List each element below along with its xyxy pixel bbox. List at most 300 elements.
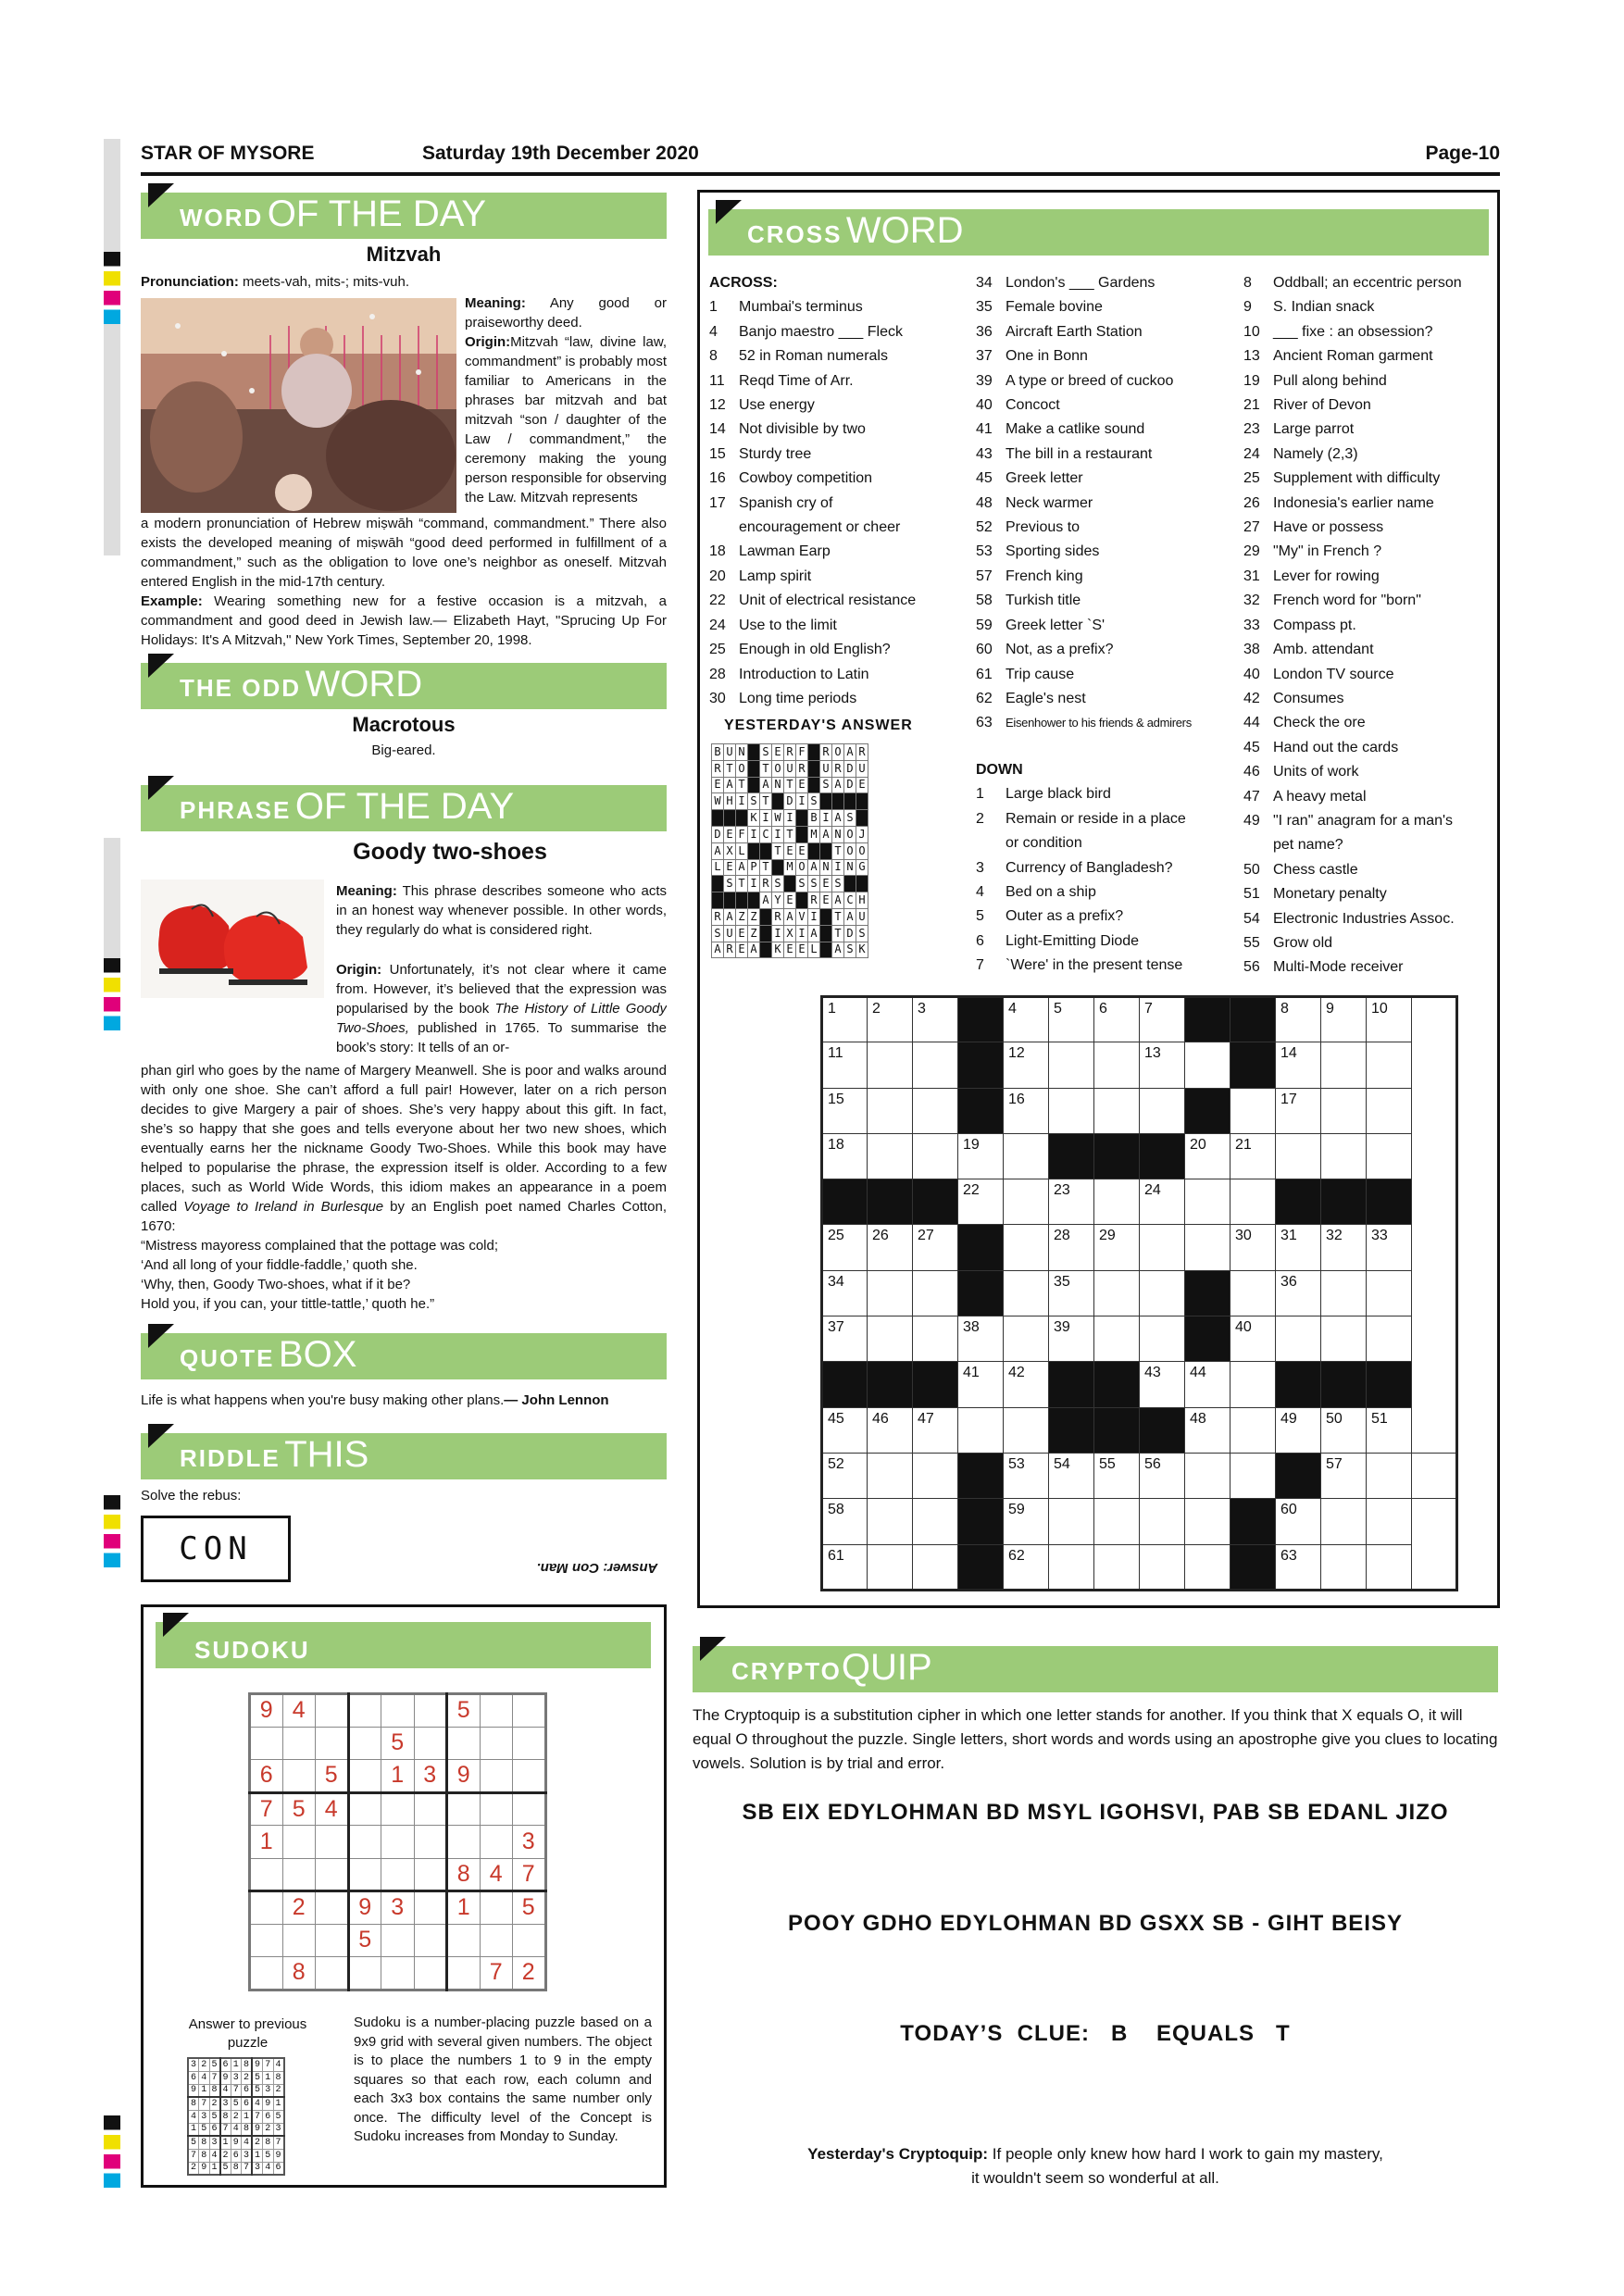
crossword-cell: 16 bbox=[1004, 1088, 1049, 1133]
answer-cell: S bbox=[748, 793, 760, 810]
crossword-cell bbox=[1094, 1316, 1140, 1362]
sudoku-cell[interactable]: 5 bbox=[348, 1924, 381, 1957]
answer-cell: P bbox=[748, 859, 760, 876]
sudoku-cell[interactable] bbox=[480, 1792, 513, 1826]
sudoku-cell[interactable]: 7 bbox=[250, 1792, 283, 1826]
black-square bbox=[1049, 1133, 1094, 1179]
answer-cell bbox=[844, 876, 856, 892]
black-square bbox=[1049, 1407, 1094, 1453]
answer-cell: A bbox=[736, 859, 748, 876]
answer-cell bbox=[760, 925, 772, 942]
answer-cell bbox=[760, 842, 772, 859]
band-title-small: WORD bbox=[180, 204, 264, 231]
sudoku-cell[interactable] bbox=[282, 1727, 316, 1760]
sudoku-cell[interactable] bbox=[480, 1727, 513, 1760]
crossword-cell: 57 bbox=[1321, 1453, 1367, 1498]
answer-cell: I bbox=[772, 826, 784, 842]
sudoku-cell[interactable] bbox=[250, 1858, 283, 1891]
crossword-cell bbox=[1321, 1316, 1367, 1362]
answer-cell: I bbox=[748, 826, 760, 842]
previous-answer-cell: 3 bbox=[188, 2058, 199, 2071]
previous-answer-cell: 4 bbox=[242, 2136, 253, 2149]
answer-cell bbox=[808, 842, 820, 859]
crossword-cell bbox=[1321, 1133, 1367, 1179]
clue-item: 23 Large parrot bbox=[1243, 421, 1355, 438]
previous-answer-cell: 2 bbox=[242, 2071, 253, 2084]
clue-item: 33 Compass pt. bbox=[1243, 617, 1356, 633]
answer-cell: I bbox=[748, 876, 760, 892]
sudoku-cell[interactable] bbox=[447, 1924, 481, 1957]
previous-answer-cell: 6 bbox=[231, 2149, 242, 2162]
sudoku-cell[interactable]: 4 bbox=[480, 1858, 513, 1891]
sudoku-cell[interactable] bbox=[250, 1957, 283, 1990]
crossword-cell bbox=[1367, 1453, 1412, 1498]
phrase-origin-cont: phan girl who goes by the name of Margery Meanwell. She is poor and walks around with only one shoe. She can’t afford a full pair! However, later on a rich person decides to give Margery a pair of shoes. She’s very happy about this gift. In fact, she’s so happy that she goes and tells everyone about her two new shoes, which eventually earns her the nickname Goody Two-Shoes. While this book may have helped to popularise the phrase, the expression itself is older. According to a few places, such as World Wide Words, this idiom makes an appearance in a poem called Voyage to Ireland in Burlesque by an English poet named Charles Cotton, 1670: bbox=[141, 1063, 667, 1234]
sudoku-cell[interactable] bbox=[348, 1760, 381, 1793]
word-of-day-origin-cont bbox=[141, 514, 667, 592]
sudoku-cell[interactable] bbox=[414, 1957, 447, 1990]
black-square bbox=[1230, 1042, 1276, 1088]
answer-cell: I bbox=[772, 925, 784, 942]
sudoku-cell[interactable]: 2 bbox=[282, 1891, 316, 1925]
clue-item: 43 The bill in a restaurant bbox=[976, 445, 1153, 462]
sudoku-cell[interactable] bbox=[381, 1858, 415, 1891]
sudoku-cell[interactable] bbox=[316, 1858, 349, 1891]
clue-item: 56 Multi-Mode receiver bbox=[1243, 959, 1404, 976]
sudoku-cell[interactable] bbox=[414, 1792, 447, 1826]
down-clues-col2 bbox=[976, 758, 1186, 979]
black-square bbox=[1185, 1270, 1230, 1316]
sudoku-description: Sudoku is a number-placing puzzle based on a 9x9 grid with several given numbers. The object is to place the numbers 1 to 9 in the empty squares so that each row, each column and each 3x3 box contains the same number only once. The difficulty level of the Concept is Sudoku increases from Monday to Sunday. bbox=[354, 2015, 652, 2144]
answer-cell: I bbox=[736, 793, 748, 810]
sudoku-band: SUDOKU bbox=[156, 1622, 651, 1668]
crossword-cell: 38 bbox=[958, 1316, 1004, 1362]
clue-item: 38 Amb. attendant bbox=[1243, 642, 1374, 658]
sudoku-cell[interactable] bbox=[282, 1826, 316, 1859]
crossword-cell: 58 bbox=[822, 1499, 868, 1544]
answer-cell: D bbox=[784, 793, 796, 810]
bat-mitzvah-photo bbox=[141, 298, 456, 513]
answer-cell bbox=[820, 942, 832, 958]
previous-answer-cell: 8 bbox=[263, 2136, 274, 2149]
crossword-cell bbox=[1367, 1544, 1412, 1590]
previous-answer-cell: 5 bbox=[263, 2149, 274, 2162]
clue-item: 30 Long time periods bbox=[709, 690, 857, 706]
answer-cell bbox=[772, 859, 784, 876]
answer-cell: C bbox=[844, 892, 856, 909]
black-square bbox=[1321, 1179, 1367, 1225]
sudoku-cell[interactable] bbox=[480, 1826, 513, 1859]
sudoku-cell[interactable] bbox=[250, 1891, 283, 1925]
crossword-cell bbox=[1185, 1453, 1230, 1498]
crossword-cell: 61 bbox=[822, 1544, 868, 1590]
crossword-cell: 22 bbox=[958, 1179, 1004, 1225]
sudoku-cell[interactable]: 5 bbox=[513, 1891, 546, 1925]
previous-answer-cell: 6 bbox=[263, 2110, 274, 2123]
riddle-answer: Answer: Con Man. bbox=[536, 1560, 658, 1576]
crossword-cell bbox=[1140, 1225, 1185, 1270]
crossword-cell bbox=[1140, 1088, 1185, 1133]
sudoku-cell[interactable]: 3 bbox=[414, 1760, 447, 1793]
previous-answer-cell: 9 bbox=[199, 2162, 210, 2175]
crossword-cell bbox=[1321, 1499, 1367, 1544]
registration-marks-bottom bbox=[104, 2115, 120, 2188]
answer-cell bbox=[748, 760, 760, 777]
clue-item: 4 Bed on a ship bbox=[976, 884, 1096, 901]
previous-answer-cell: 6 bbox=[188, 2071, 199, 2084]
sudoku-cell[interactable] bbox=[250, 1727, 283, 1760]
answer-cell: I bbox=[796, 925, 808, 942]
sudoku-cell[interactable] bbox=[480, 1924, 513, 1957]
sudoku-cell[interactable] bbox=[282, 1924, 316, 1957]
crossword-cell: 8 bbox=[1276, 997, 1321, 1042]
sudoku-cell[interactable] bbox=[381, 1924, 415, 1957]
crossword-cell bbox=[958, 1407, 1004, 1453]
answer-cell: T bbox=[832, 842, 844, 859]
sudoku-cell[interactable]: 1 bbox=[447, 1891, 481, 1925]
answer-cell: E bbox=[784, 842, 796, 859]
black-square bbox=[958, 1453, 1004, 1498]
previous-answer-cell: 7 bbox=[209, 2071, 220, 2084]
crossword-cell bbox=[1140, 1316, 1185, 1362]
sudoku-cell[interactable]: 4 bbox=[282, 1694, 316, 1728]
answer-cell bbox=[724, 810, 736, 827]
red-shoes-photo bbox=[141, 880, 324, 998]
answer-cell: E bbox=[712, 777, 724, 793]
black-square bbox=[913, 1362, 958, 1407]
crossword-cell bbox=[913, 1499, 958, 1544]
clue-item: 47 A heavy metal bbox=[1243, 788, 1367, 805]
word-of-day-example: Example: Wearing something new for a festive occasion is a mitzvah, a commandment and good deed in Jewish law.— Elizabeth Hayt, "Sprucing Up For Holidays: It's A Mitzvah," New York Times, September 20, 1998. bbox=[141, 593, 667, 648]
sudoku-cell[interactable] bbox=[447, 1957, 481, 1990]
crossword-cell bbox=[1049, 1042, 1094, 1088]
black-square bbox=[1094, 1133, 1140, 1179]
sudoku-cell[interactable] bbox=[348, 1957, 381, 1990]
previous-answer-cell: 2 bbox=[199, 2058, 210, 2071]
sudoku-cell[interactable]: 7 bbox=[513, 1858, 546, 1891]
answer-cell: U bbox=[856, 760, 868, 777]
crossword-cell: 53 bbox=[1004, 1453, 1049, 1498]
answer-cell: T bbox=[736, 876, 748, 892]
answer-cell: O bbox=[844, 826, 856, 842]
clue-item: 40 London TV source bbox=[1243, 666, 1394, 682]
clue-item: 46 Units of work bbox=[1243, 764, 1359, 780]
clue-item: 32 French word for "born" bbox=[1243, 593, 1421, 609]
previous-answer-cell: 6 bbox=[242, 2097, 253, 2110]
phrase-origin: Origin: Unfortunately, it’s not clear where it came from. However, it’s believed that the expression was popularised by the book The History of Little Goody Two-Shoes, published in 1765. To summarise the book’s story: It tells of an or- bbox=[336, 962, 667, 1055]
black-square bbox=[822, 1362, 868, 1407]
crossword-cell bbox=[1185, 1499, 1230, 1544]
clue-item: 8 Oddball; an eccentric person bbox=[1243, 275, 1462, 291]
sudoku-cell[interactable] bbox=[447, 1826, 481, 1859]
sudoku-cell[interactable] bbox=[381, 1694, 415, 1728]
black-square bbox=[1094, 1362, 1140, 1407]
previous-answer-cell: 1 bbox=[252, 2149, 263, 2162]
clue-item: 57 French king bbox=[976, 568, 1083, 584]
sudoku-cell[interactable]: 3 bbox=[381, 1891, 415, 1925]
clue-item: 18 Lawman Earp bbox=[709, 543, 831, 560]
answer-cell: A bbox=[760, 892, 772, 909]
clue-item: 4 Banjo maestro ___ Fleck bbox=[709, 323, 903, 340]
answer-cell bbox=[736, 810, 748, 827]
crossword-cell bbox=[913, 1316, 958, 1362]
answer-cell: F bbox=[736, 826, 748, 842]
clue-item: 24 Use to the limit bbox=[709, 617, 837, 633]
sudoku-cell[interactable] bbox=[348, 1792, 381, 1826]
crossword-cell bbox=[1367, 1133, 1412, 1179]
answer-cell: A bbox=[844, 744, 856, 761]
black-square bbox=[1049, 1362, 1094, 1407]
clue-item: 11 Reqd Time of Arr. bbox=[709, 372, 854, 389]
clue-item: 51 Monetary penalty bbox=[1243, 886, 1387, 903]
odd-word-meaning: Big-eared. bbox=[371, 742, 436, 758]
crossword-cell bbox=[1367, 1316, 1412, 1362]
sudoku-cell[interactable] bbox=[447, 1727, 481, 1760]
previous-answer-cell: 9 bbox=[231, 2136, 242, 2149]
sudoku-cell[interactable] bbox=[513, 1792, 546, 1826]
previous-answer-cell: 2 bbox=[188, 2162, 199, 2175]
sudoku-cell[interactable]: 8 bbox=[447, 1858, 481, 1891]
previous-answer-cell: 8 bbox=[242, 2058, 253, 2071]
previous-answer-cell: 3 bbox=[231, 2071, 242, 2084]
crossword-cell: 62 bbox=[1004, 1544, 1049, 1590]
sudoku-cell[interactable]: 5 bbox=[381, 1727, 415, 1760]
sudoku-cell[interactable] bbox=[348, 1826, 381, 1859]
previous-answer-cell: 3 bbox=[252, 2162, 263, 2175]
black-square bbox=[1321, 1362, 1367, 1407]
crossword-cell bbox=[1276, 1133, 1321, 1179]
answer-cell: D bbox=[844, 925, 856, 942]
quote-band: QUOTE BOX bbox=[141, 1333, 667, 1379]
rebus-box bbox=[141, 1516, 291, 1582]
answer-cell: E bbox=[736, 925, 748, 942]
sudoku-cell[interactable]: 6 bbox=[250, 1760, 283, 1793]
previous-answer-cell: 8 bbox=[220, 2110, 231, 2123]
crossword-cell: 50 bbox=[1321, 1407, 1367, 1453]
sudoku-cell[interactable] bbox=[316, 1727, 349, 1760]
previous-answer-cell: 9 bbox=[220, 2071, 231, 2084]
word-of-day-meaning: Meaning: Any good or praiseworthy deed. bbox=[465, 295, 667, 331]
sudoku-cell[interactable] bbox=[381, 1826, 415, 1859]
previous-answer-cell: 1 bbox=[188, 2123, 199, 2136]
sudoku-cell[interactable] bbox=[513, 1760, 546, 1793]
crossword-cell: 25 bbox=[822, 1225, 868, 1270]
answer-cell: T bbox=[832, 908, 844, 925]
sudoku-cell[interactable] bbox=[480, 1760, 513, 1793]
answer-cell bbox=[856, 793, 868, 810]
sudoku-cell[interactable] bbox=[480, 1891, 513, 1925]
sudoku-cell[interactable] bbox=[348, 1727, 381, 1760]
crossword-grid bbox=[820, 995, 1458, 1591]
answer-cell: L bbox=[808, 942, 820, 958]
answer-cell: J bbox=[856, 826, 868, 842]
crossword-cell: 49 bbox=[1276, 1407, 1321, 1453]
sudoku-cell[interactable] bbox=[414, 1924, 447, 1957]
sudoku-cell[interactable] bbox=[447, 1792, 481, 1826]
sudoku-cell[interactable]: 1 bbox=[250, 1826, 283, 1859]
sudoku-cell[interactable] bbox=[513, 1924, 546, 1957]
previous-answer-cell: 5 bbox=[188, 2136, 199, 2149]
answer-cell: T bbox=[784, 826, 796, 842]
crossword-cell: 5 bbox=[1049, 997, 1094, 1042]
sudoku-cell[interactable]: 5 bbox=[282, 1792, 316, 1826]
answer-cell: O bbox=[856, 842, 868, 859]
clue-item: 17 Spanish cry of bbox=[709, 494, 833, 511]
answer-cell: Z bbox=[748, 925, 760, 942]
sudoku-cell[interactable] bbox=[414, 1858, 447, 1891]
previous-answer-cell: 5 bbox=[220, 2162, 231, 2175]
black-square bbox=[958, 1270, 1004, 1316]
answer-cell: A bbox=[808, 925, 820, 942]
previous-answer-cell: 6 bbox=[220, 2058, 231, 2071]
clue-item: 25 Supplement with difficulty bbox=[1243, 470, 1441, 487]
crossword-cell bbox=[1004, 1270, 1049, 1316]
clue-item: 53 Sporting sides bbox=[976, 543, 1100, 560]
crossword-cell: 14 bbox=[1276, 1042, 1321, 1088]
sudoku-cell[interactable] bbox=[250, 1924, 283, 1957]
answer-cell: E bbox=[796, 842, 808, 859]
previous-answer-cell: 7 bbox=[263, 2058, 274, 2071]
previous-answer-cell: 8 bbox=[231, 2162, 242, 2175]
answer-cell: E bbox=[820, 876, 832, 892]
sudoku-cell[interactable] bbox=[316, 1924, 349, 1957]
registration-marks-top bbox=[104, 252, 120, 324]
answer-cell: H bbox=[856, 892, 868, 909]
sudoku-cell[interactable] bbox=[348, 1858, 381, 1891]
answer-cell: W bbox=[712, 793, 724, 810]
sudoku-cell[interactable]: 5 bbox=[447, 1694, 481, 1728]
sudoku-cell[interactable] bbox=[414, 1694, 447, 1728]
crossword-cell bbox=[1185, 1544, 1230, 1590]
crossword-cell: 37 bbox=[822, 1316, 868, 1362]
crossword-cell bbox=[1276, 1316, 1321, 1362]
sudoku-cell[interactable] bbox=[414, 1891, 447, 1925]
crossword-cell bbox=[913, 1544, 958, 1590]
answer-cell bbox=[808, 777, 820, 793]
previous-answer-cell: 4 bbox=[199, 2071, 210, 2084]
sudoku-cell[interactable]: 7 bbox=[480, 1957, 513, 1990]
sudoku-cell[interactable] bbox=[316, 1694, 349, 1728]
page-number: Page-10 bbox=[1425, 143, 1500, 164]
black-square bbox=[913, 1179, 958, 1225]
sudoku-cell[interactable] bbox=[414, 1826, 447, 1859]
previous-answer-cell: 7 bbox=[188, 2149, 199, 2162]
sudoku-cell[interactable] bbox=[381, 1792, 415, 1826]
crossword-cell: 11 bbox=[822, 1042, 868, 1088]
clue-item: 50 Chess castle bbox=[1243, 861, 1358, 878]
phrase-verse: “Mistress mayoress complained that the pottage was cold; ‘And all long of your fiddle-faddle,’ quoth she. ‘Why, then, Goody Two-shoes, what if it be? Hold you, if you can, your tittle-tattle,’ quoth he.” bbox=[141, 1238, 499, 1312]
clue-item: 9 S. Indian snack bbox=[1243, 299, 1375, 316]
answer-cell: O bbox=[844, 842, 856, 859]
clue-item: 13 Ancient Roman garment bbox=[1243, 348, 1433, 365]
crossword-cell: 27 bbox=[913, 1225, 958, 1270]
sudoku-cell[interactable] bbox=[513, 1727, 546, 1760]
clue-item: 14 Not divisible by two bbox=[709, 421, 866, 438]
clue-item: 45 Hand out the cards bbox=[1243, 739, 1399, 755]
black-square bbox=[958, 1042, 1004, 1088]
sudoku-cell[interactable]: 1 bbox=[381, 1760, 415, 1793]
answer-cell: Z bbox=[736, 908, 748, 925]
sudoku-cell[interactable]: 2 bbox=[513, 1957, 546, 1990]
sudoku-cell[interactable]: 8 bbox=[282, 1957, 316, 1990]
previous-answer-cell: 1 bbox=[263, 2071, 274, 2084]
answer-cell bbox=[820, 793, 832, 810]
clue-item: 39 A type or breed of cuckoo bbox=[976, 372, 1174, 389]
previous-answer-cell: 9 bbox=[188, 2084, 199, 2097]
origin-part-2: a modern pronunciation of Hebrew miṣwāh “command, commandment.” There also exists the developed meaning of miṣwāh “good deed performed in fulfillment of a commandment,” such as the obligation to love one’s neighbor as oneself. Mitzvah entered English in the mid-17th century. bbox=[141, 516, 667, 590]
sudoku-cell[interactable] bbox=[316, 1957, 349, 1990]
answer-cell: I bbox=[820, 810, 832, 827]
previous-answer-cell: 4 bbox=[188, 2110, 199, 2123]
answer-cell: E bbox=[796, 942, 808, 958]
crossword-cell bbox=[1321, 1544, 1367, 1590]
answer-cell: E bbox=[736, 942, 748, 958]
crossword-cell: 33 bbox=[1367, 1225, 1412, 1270]
answer-cell: T bbox=[760, 793, 772, 810]
clue-item: 6 Light-Emitting Diode bbox=[976, 932, 1140, 949]
crossword-cell bbox=[1049, 1499, 1094, 1544]
sudoku-cell[interactable] bbox=[316, 1826, 349, 1859]
crossword-cell bbox=[1321, 1088, 1367, 1133]
sudoku-cell[interactable] bbox=[316, 1891, 349, 1925]
previous-answer-cell: 3 bbox=[199, 2110, 210, 2123]
sudoku-cell[interactable] bbox=[348, 1694, 381, 1728]
answer-cell: N bbox=[736, 744, 748, 761]
crossword-cell bbox=[1049, 1544, 1094, 1590]
sudoku-cell[interactable]: 4 bbox=[316, 1792, 349, 1826]
sudoku-cell[interactable] bbox=[381, 1957, 415, 1990]
black-square bbox=[958, 997, 1004, 1042]
answer-cell: S bbox=[796, 876, 808, 892]
crossword-cell: 60 bbox=[1276, 1499, 1321, 1544]
black-square bbox=[958, 1499, 1004, 1544]
sudoku-cell[interactable]: 9 bbox=[447, 1760, 481, 1793]
sudoku-cell[interactable]: 3 bbox=[513, 1826, 546, 1859]
previous-answer-cell: 6 bbox=[273, 2162, 284, 2175]
sudoku-cell[interactable] bbox=[282, 1858, 316, 1891]
crossword-cell bbox=[1094, 1042, 1140, 1088]
odd-word-band: THE ODD WORD bbox=[141, 663, 667, 709]
crossword-cell bbox=[868, 1499, 913, 1544]
answer-cell: S bbox=[844, 942, 856, 958]
clue-item: 28 Introduction to Latin bbox=[709, 666, 869, 682]
previous-answer-cell: 3 bbox=[209, 2136, 220, 2149]
previous-answer-cell: 1 bbox=[242, 2110, 253, 2123]
sudoku-cell[interactable] bbox=[414, 1727, 447, 1760]
crossword-cell bbox=[1004, 1225, 1049, 1270]
rebus-text: CON bbox=[179, 1530, 253, 1567]
registration-marks-low bbox=[104, 1495, 120, 1567]
answer-cell: U bbox=[724, 744, 736, 761]
sudoku-cell[interactable] bbox=[513, 1694, 546, 1728]
crossword-cell bbox=[1321, 1042, 1367, 1088]
answer-cell: I bbox=[832, 859, 844, 876]
previous-answer-cell: 9 bbox=[252, 2123, 263, 2136]
black-square bbox=[822, 1179, 868, 1225]
sudoku-cell[interactable] bbox=[480, 1694, 513, 1728]
answer-cell: A bbox=[832, 892, 844, 909]
sudoku-cell[interactable]: 9 bbox=[348, 1891, 381, 1925]
crossword-cell bbox=[1094, 1499, 1140, 1544]
sudoku-cell[interactable]: 5 bbox=[316, 1760, 349, 1793]
clue-item: 15 Sturdy tree bbox=[709, 445, 812, 462]
sudoku-cell[interactable] bbox=[282, 1760, 316, 1793]
sudoku-cell[interactable]: 9 bbox=[250, 1694, 283, 1728]
clue-item: 45 Greek letter bbox=[976, 470, 1083, 487]
crossword-cell: 19 bbox=[958, 1133, 1004, 1179]
answer-cell bbox=[772, 793, 784, 810]
answer-cell: T bbox=[760, 859, 772, 876]
